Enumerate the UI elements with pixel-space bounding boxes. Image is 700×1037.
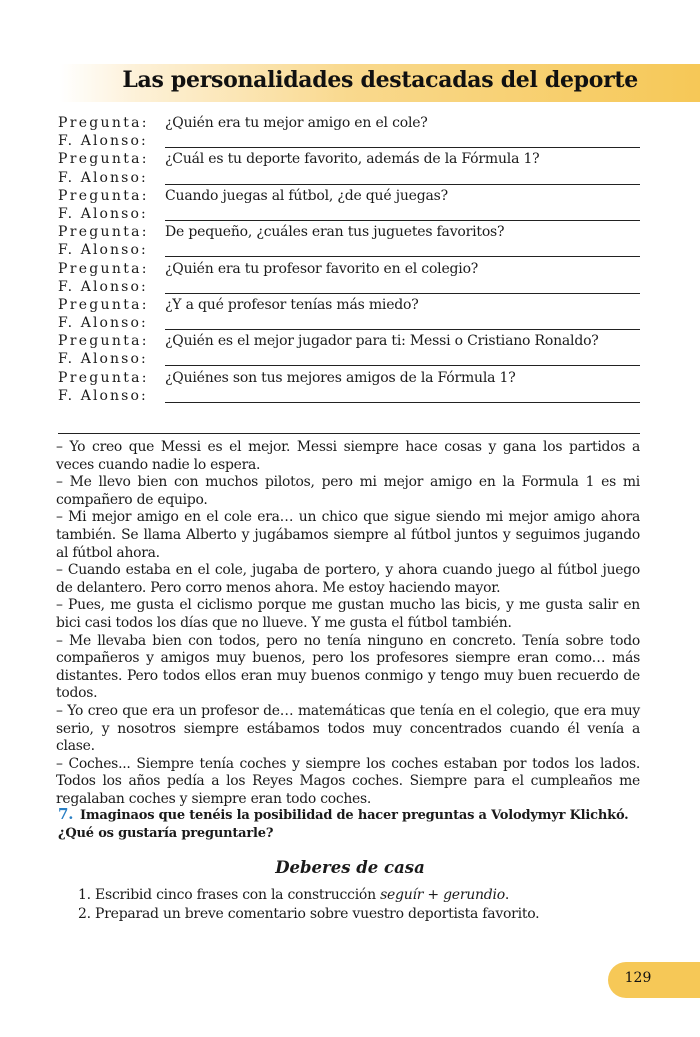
question-row bbox=[58, 187, 640, 205]
question-label: Pregunta: bbox=[58, 333, 149, 350]
answer-bank bbox=[56, 439, 640, 808]
question-text: ¿Cuál es tu deporte favorito, además de la Fórmula 1? bbox=[165, 151, 540, 168]
answer-blank-line[interactable] bbox=[165, 184, 640, 185]
answer-label: F. Alonso: bbox=[58, 315, 148, 332]
question-text: ¿Quiénes son tus mejores amigos de la Fórmula 1? bbox=[165, 369, 516, 386]
question-row bbox=[58, 369, 640, 387]
answer-option: – Me llevo bien con muchos pilotos, pero mi mejor amigo en la Formula 1 es mi compañero de equipo. bbox=[56, 474, 640, 508]
homework-item: 2. Preparad un breve comentario sobre vuestro deportista favorito. bbox=[78, 905, 540, 922]
answer-option: – Yo creo que Messi es el mejor. Messi siempre hace cosas y gana los partidos a veces cuando nadie lo espera. bbox=[56, 439, 640, 473]
answer-blank-line[interactable] bbox=[165, 220, 640, 221]
question-row bbox=[58, 296, 640, 314]
question-row bbox=[58, 150, 640, 168]
answer-blank-line[interactable] bbox=[165, 402, 640, 403]
question-text: ¿Quién era tu mejor amigo en el cole? bbox=[165, 115, 428, 131]
answer-option: – Pues, me gusta el ciclismo porque me gustan mucho las bicis, y me gusta salir en bici casi todos los días que no llueve. Y me gusta el fútbol también. bbox=[56, 597, 640, 631]
answer-label: F. Alonso: bbox=[58, 169, 148, 186]
answer-label: F. Alonso: bbox=[58, 133, 148, 150]
question-label: Pregunta: bbox=[58, 296, 149, 313]
homework-list bbox=[78, 886, 638, 923]
answer-option: – Coches... Siempre tenía coches y siempre los coches estaban por todos los lados. Todos los años pedía a los Reyes Magos coches. Siempre para el cumpleaños me regalaban coches y siempre eran todo coches. bbox=[56, 755, 640, 807]
answer-row[interactable] bbox=[58, 205, 640, 223]
answer-row[interactable] bbox=[58, 241, 640, 259]
question-label: Pregunta: bbox=[58, 224, 149, 241]
answer-blank-line[interactable] bbox=[165, 256, 640, 257]
question-row bbox=[58, 332, 640, 350]
answer-label: F. Alonso: bbox=[58, 205, 148, 222]
homework-item-suffix: . bbox=[504, 887, 510, 903]
exercise-7 bbox=[58, 806, 640, 842]
answer-option: – Yo creo que era un profesor de… matemáticas que tenía en el colegio, que era muy serio, y nosotros siempre estábamos todos muy concentrados cuando él venía a clase. bbox=[56, 702, 640, 755]
answer-blank-line[interactable] bbox=[165, 329, 640, 330]
exercise-text: Imaginaos que tenéis la posibilidad de hacer preguntas a Volodymyr Klichkó. ¿Qué os gustaría preguntarle? bbox=[58, 808, 629, 841]
question-label: Pregunta: bbox=[58, 187, 149, 204]
interview-worksheet bbox=[58, 114, 640, 405]
answer-row[interactable] bbox=[58, 314, 640, 332]
question-label: Pregunta: bbox=[58, 260, 149, 277]
question-row bbox=[58, 260, 640, 278]
answer-blank-line[interactable] bbox=[165, 147, 640, 148]
answer-option: – Cuando estaba en el cole, jugaba de portero, y ahora cuando juego al fútbol juego de delantero. Pero corro menos ahora. Me estoy haciendo mayor. bbox=[56, 562, 640, 596]
answer-label: F. Alonso: bbox=[58, 351, 148, 368]
homework-item bbox=[78, 886, 638, 905]
answer-row[interactable] bbox=[58, 132, 640, 150]
question-row bbox=[58, 223, 640, 241]
question-label: Pregunta: bbox=[58, 151, 149, 168]
answer-blank-line[interactable] bbox=[58, 433, 640, 434]
answer-label: F. Alonso: bbox=[58, 278, 148, 295]
question-text: ¿Y a qué profesor tenías más miedo? bbox=[165, 296, 419, 313]
question-text: ¿Quién es el mejor jugador para ti: Messi o Cristiano Ronaldo? bbox=[165, 333, 599, 350]
question-label: Pregunta: bbox=[58, 115, 149, 131]
answer-row[interactable] bbox=[58, 350, 640, 368]
exercise-number: 7. bbox=[58, 805, 74, 823]
answer-blank-line[interactable] bbox=[165, 365, 640, 366]
homework-title: Deberes de casa bbox=[275, 858, 425, 877]
answer-row[interactable] bbox=[58, 278, 640, 296]
answer-option: – Mi mejor amigo en el cole era… un chico que sigue siendo mi mejor amigo ahora también. Se llama Alberto y jugábamos siempre al fútbol juntos y seguimos jugando al fútbol ahora. bbox=[56, 509, 640, 561]
page-number: 129 bbox=[624, 970, 652, 986]
page-title: Las personalidades destacadas del deporte bbox=[122, 67, 638, 93]
question-label: Pregunta: bbox=[58, 369, 149, 386]
answer-option: – Me llevaba bien con todos, pero no tenía ninguno en concreto. Tenía sobre todo compañeros y amigos muy buenos, pero los profesores siempre eran como… más distantes. Pero todos ellos eran muy buenos conmigo y tengo muy buen recuerdo de todos. bbox=[56, 632, 640, 702]
question-text: ¿Quién era tu profesor favorito en el colegio? bbox=[165, 260, 479, 277]
answer-row[interactable] bbox=[58, 387, 640, 405]
answer-label: F. Alonso: bbox=[58, 242, 148, 259]
answer-row[interactable] bbox=[58, 169, 640, 187]
question-row bbox=[58, 114, 640, 132]
question-text: De pequeño, ¿cuáles eran tus juguetes favoritos? bbox=[165, 224, 505, 241]
answer-label: F. Alonso: bbox=[58, 387, 148, 404]
answer-blank-line[interactable] bbox=[165, 293, 640, 294]
homework-item-emphasis: seguír + gerundio bbox=[380, 887, 505, 903]
homework-item-text: 1. Escribid cinco frases con la construcción bbox=[78, 887, 381, 903]
question-text: Cuando juegas al fútbol, ¿de qué juegas? bbox=[165, 187, 448, 204]
